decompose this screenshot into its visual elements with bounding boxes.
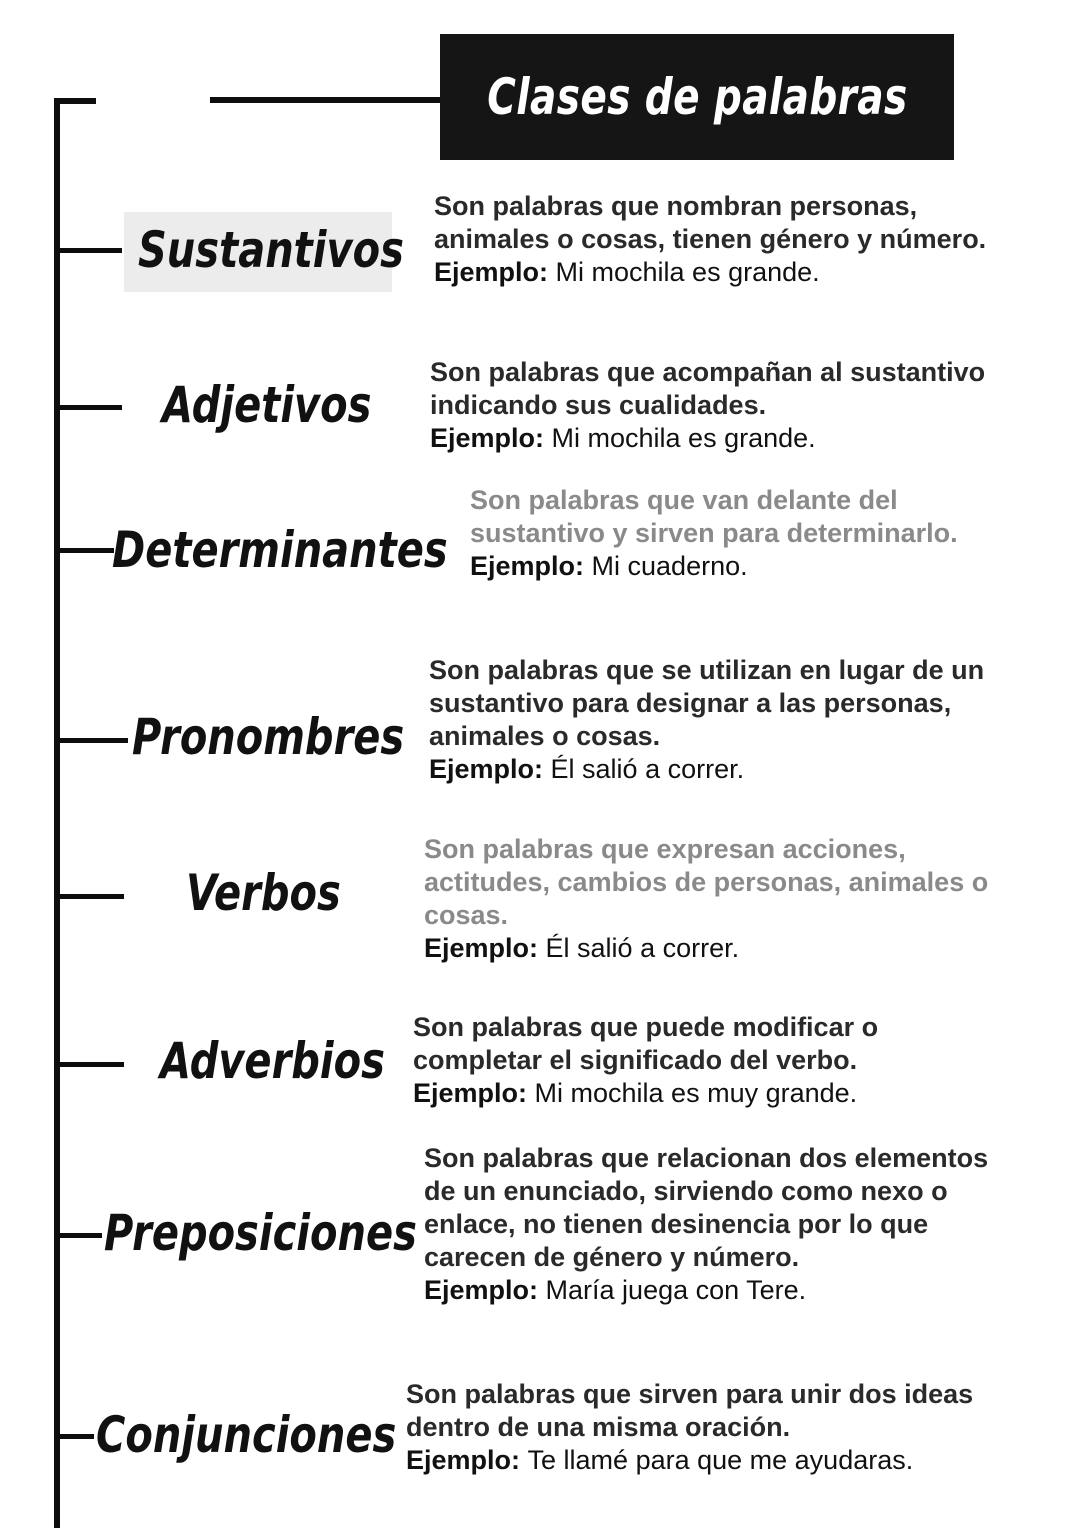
example-text-conjunciones: Te llamé para que me ayudaras. (527, 1445, 914, 1475)
example-label: Ejemplo: (413, 1078, 528, 1108)
description-preposiciones (424, 1142, 1004, 1307)
example-adjetivos (430, 422, 1030, 455)
example-preposiciones (424, 1274, 1004, 1307)
branch-line-determinantes (56, 548, 114, 553)
term-verbos: Verbos (186, 864, 341, 922)
description-text-adjetivos: Son palabras que acompañan al sustantivo indicando sus cualidades. (430, 357, 986, 420)
description-text-sustantivos: Son palabras que nombran personas, animales o cosas, tienen género y número. (434, 191, 987, 254)
example-label: Ejemplo: (434, 257, 549, 287)
example-text-adjetivos: Mi mochila es grande. (551, 423, 816, 453)
example-verbos (424, 932, 1004, 965)
term-adverbios: Adverbios (160, 1032, 385, 1090)
branch-line-verbos (56, 894, 124, 899)
example-label: Ejemplo: (429, 754, 544, 784)
description-text-determinantes: Son palabras que van delante del sustantivo y sirven para determinarlo. (470, 485, 958, 548)
example-text-verbos: Él salió a correr. (545, 933, 740, 963)
description-determinantes (470, 484, 990, 583)
example-pronombres (429, 753, 1039, 786)
title-box (440, 34, 954, 160)
branch-line-conjunciones (56, 1434, 94, 1439)
description-text-verbos: Son palabras que expresan acciones, actitudes, cambios de personas, animales o cosas. (424, 834, 989, 930)
branch-line-sustantivos (56, 248, 122, 253)
term-preposiciones: Preposiciones (104, 1204, 417, 1262)
example-conjunciones (406, 1444, 1026, 1477)
example-text-pronombres: Él salió a correr. (550, 754, 745, 784)
example-adverbios (413, 1077, 1013, 1110)
diagram-title: Clases de palabras (486, 68, 908, 126)
description-pronombres (429, 654, 1039, 786)
example-label: Ejemplo: (470, 551, 585, 581)
branch-line-adjetivos (56, 405, 122, 410)
vertical-connector-line (54, 98, 60, 1528)
example-label: Ejemplo: (424, 933, 539, 963)
description-text-adverbios: Son palabras que puede modificar o completar el significado del verbo. (413, 1012, 879, 1075)
example-determinantes (470, 550, 990, 583)
title-connector-line (210, 97, 442, 103)
term-pronombres: Pronombres (132, 708, 405, 766)
description-text-conjunciones: Son palabras que sirven para unir dos ideas dentro de una misma oración. (406, 1379, 974, 1442)
example-text-sustantivos: Mi mochila es grande. (555, 257, 820, 287)
example-text-adverbios: Mi mochila es muy grande. (534, 1078, 858, 1108)
description-text-preposiciones: Son palabras que relacionan dos elementos de un enunciado, sirviendo como nexo o enlace, no tienen desinencia por lo que carecen de género y número. (424, 1143, 989, 1272)
example-label: Ejemplo: (430, 423, 545, 453)
example-label: Ejemplo: (406, 1445, 521, 1475)
top-left-stub-line (54, 98, 96, 104)
description-sustantivos (434, 190, 1034, 289)
branch-line-pronombres (56, 738, 128, 743)
example-text-determinantes: Mi cuaderno. (591, 551, 748, 581)
term-determinantes: Determinantes (112, 521, 448, 579)
description-conjunciones (406, 1378, 1026, 1477)
term-conjunciones: Conjunciones (96, 1406, 397, 1464)
branch-line-adverbios (56, 1062, 124, 1067)
term-sustantivos: Sustantivos (138, 221, 404, 279)
example-sustantivos (434, 256, 1034, 289)
description-verbos (424, 833, 1004, 965)
branch-line-preposiciones (56, 1233, 102, 1238)
term-adjetivos: Adjetivos (162, 376, 372, 434)
description-adjetivos (430, 356, 1030, 455)
example-text-preposiciones: María juega con Tere. (545, 1275, 807, 1305)
description-text-pronombres: Son palabras que se utilizan en lugar de un sustantivo para designar a las personas, animales o cosas. (429, 655, 985, 751)
description-adverbios (413, 1011, 1013, 1110)
example-label: Ejemplo: (424, 1275, 539, 1305)
